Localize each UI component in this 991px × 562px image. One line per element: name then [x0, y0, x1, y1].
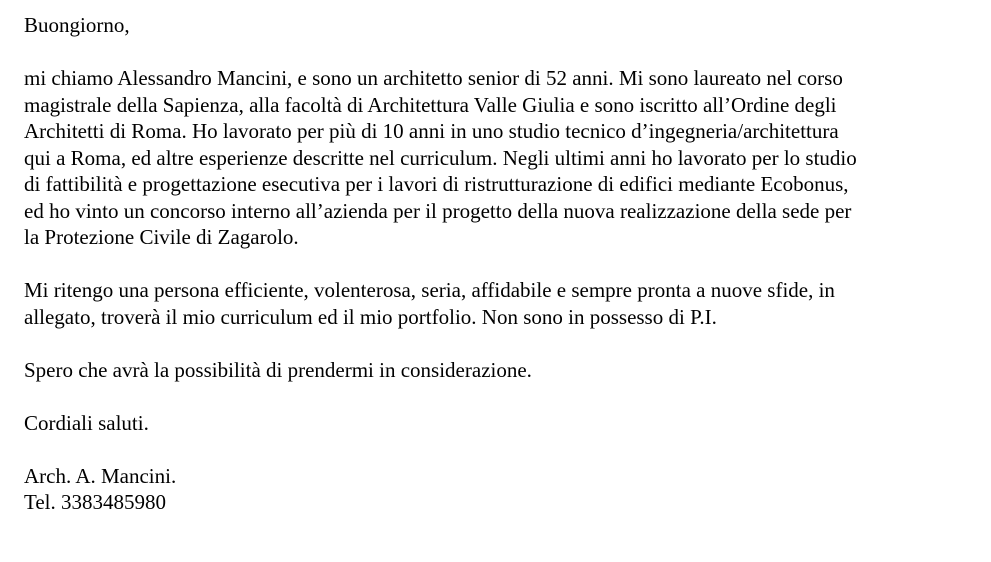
- greeting-line: Buongiorno,: [24, 13, 130, 37]
- paragraph-spacer: [24, 330, 979, 357]
- paragraph-hope: [24, 357, 979, 384]
- paragraph-line: Architetti di Roma. Ho lavorato per più di 10 anni in uno studio tecnico d’ingegneria/architettura: [24, 119, 839, 143]
- greeting: [24, 12, 979, 39]
- paragraph-spacer: [24, 436, 979, 463]
- paragraph-spacer: [24, 251, 979, 278]
- letter-body: [24, 12, 979, 516]
- paragraph-line: ed ho vinto un concorso interno all’azienda per il progetto della nuova realizzazione della sede per: [24, 198, 852, 223]
- closing: [24, 410, 979, 437]
- paragraph-line: magistrale della Sapienza, alla facoltà di Architettura Valle Giulia e sono iscritto all’Ordine degli: [24, 92, 837, 117]
- paragraph-introduction: [24, 65, 979, 251]
- closing-line: Cordiali saluti.: [24, 410, 149, 435]
- paragraph-spacer: [24, 383, 979, 410]
- paragraph-line: la Protezione Civile di Zagarolo.: [24, 225, 299, 249]
- signature-phone: Tel. 3383485980: [24, 490, 167, 514]
- signature-name: Arch. A. Mancini.: [24, 463, 177, 488]
- signature: [24, 463, 979, 516]
- paragraph-spacer: [24, 39, 979, 66]
- paragraph-self-description: [24, 277, 979, 330]
- paragraph-line: di fattibilità e progettazione esecutiva per i lavori di ristrutturazione di edifici mediante Ecobonus,: [24, 172, 849, 196]
- paragraph-line: qui a Roma, ed altre esperienze descritte nel curriculum. Negli ultimi anni ho lavorato per lo studio: [24, 145, 857, 170]
- paragraph-line: allegato, troverà il mio curriculum ed il mio portfolio. Non sono in possesso di P.I.: [24, 304, 717, 329]
- paragraph-line: Spero che avrà la possibilità di prendermi in considerazione.: [24, 357, 532, 382]
- paragraph-line: Mi ritengo una persona efficiente, volenterosa, seria, affidabile e sempre pronta a nuove sfide, in: [24, 278, 835, 302]
- paragraph-line: mi chiamo Alessandro Mancini, e sono un architetto senior di 52 anni. Mi sono laureato nel corso: [24, 66, 843, 90]
